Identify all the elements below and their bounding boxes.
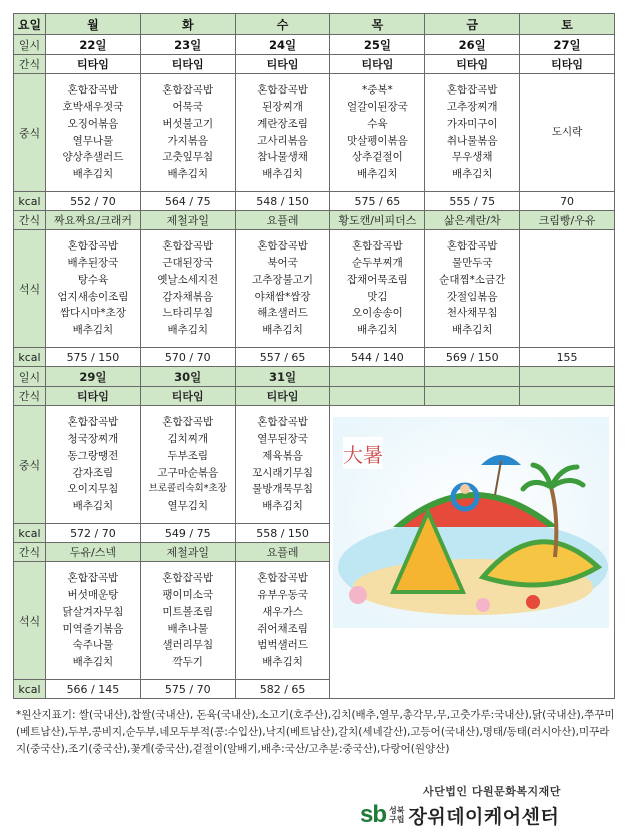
- menu-item: 어묵국: [172, 100, 203, 113]
- menu-item: 혼합잡곡밥: [67, 416, 119, 429]
- menu-item: 호박새우젓국: [62, 100, 124, 113]
- menu-item: 배추김치: [357, 168, 398, 181]
- snack-cell: 제철과일: [140, 543, 235, 562]
- dinner-label: 석식: [14, 230, 46, 348]
- menu-item: 깍두기: [172, 656, 203, 669]
- center-logo: [360, 800, 559, 830]
- illustration-title: 大暑: [343, 443, 383, 467]
- menu-item: 배추김치: [262, 500, 303, 513]
- organization-name: 사단법인 다원문화복지재단: [423, 785, 561, 798]
- kcal-cell: 552 / 70: [46, 192, 141, 211]
- snack-cell: 요플레: [235, 543, 330, 562]
- menu-item: 감자조림: [72, 466, 114, 479]
- menu-item: 탕수육: [77, 273, 109, 286]
- menu-item: 배추김치: [167, 168, 209, 181]
- lunch-cell: [330, 74, 425, 192]
- kcal-cell: 70: [520, 192, 615, 211]
- day-header-row: [14, 14, 615, 35]
- menu-item: 혼합잡곡밥: [257, 84, 308, 97]
- kcal-cell: 549 / 75: [140, 524, 235, 543]
- menu-item: 고추장찌개: [446, 100, 498, 113]
- menu-item: 열무나물: [72, 134, 114, 147]
- kcal-cell: 575 / 150: [46, 348, 141, 367]
- lunch-cell: [140, 74, 235, 192]
- dinner-label: 석식: [14, 562, 46, 680]
- date-cell: 23일: [140, 35, 235, 55]
- day-thu: 목: [330, 14, 425, 35]
- child-figure: [460, 484, 470, 494]
- snack-label: 간식: [14, 543, 46, 562]
- day-wed: 수: [235, 14, 330, 35]
- dinner-cell: [140, 230, 235, 348]
- day-mon: 월: [46, 14, 141, 35]
- date-cell: 26일: [425, 35, 520, 55]
- week2-am-snack-row: [14, 387, 615, 406]
- menu-item: 미트볼조림: [162, 605, 214, 618]
- kcal-label: kcal: [14, 680, 46, 699]
- lunch-cell: [235, 74, 330, 192]
- day-tue: 화: [140, 14, 235, 35]
- week1-pm-snack-row: [14, 211, 615, 230]
- menu-item: 물방개묵무침: [252, 483, 313, 496]
- menu-item: 얼갈이된장국: [346, 100, 408, 113]
- menu-item: 엄지새송이조림: [57, 290, 129, 303]
- menu-item: 근대된장국: [162, 256, 214, 269]
- date-cell: 25일: [330, 35, 425, 55]
- menu-item: 혼합잡곡밥: [162, 416, 214, 429]
- dinner-cell: [46, 562, 141, 680]
- beach-ball: [526, 595, 540, 609]
- snack-label: 간식: [14, 387, 46, 406]
- menu-item: 열무김치: [167, 500, 209, 513]
- kcal-label: kcal: [14, 348, 46, 367]
- menu-item: 새우가스: [262, 605, 303, 618]
- lunch-cell: [46, 406, 141, 524]
- lunch-cell: [235, 406, 330, 524]
- dinner-cell: [425, 230, 520, 348]
- menu-item: 가지볶음: [167, 134, 209, 147]
- menu-item: 배추김치: [357, 324, 398, 337]
- menu-item: 샐러리무침: [162, 639, 214, 652]
- date-cell: 22일: [46, 35, 141, 55]
- menu-item: 참나물생채: [257, 151, 308, 164]
- snack-cell: 티타임: [140, 387, 235, 406]
- menu-item: 쌈다시마*초장: [59, 307, 126, 320]
- menu-item: 배추김치: [72, 168, 114, 181]
- menu-item: 브로콜리숙회*초장: [148, 483, 227, 495]
- menu-item: 배추김치: [262, 324, 303, 337]
- menu-item: 고추장불고기: [252, 273, 313, 286]
- menu-item: 상추겉절이: [352, 151, 403, 164]
- menu-item: 맛살펭이볶음: [346, 134, 408, 147]
- date-label: 일시: [14, 35, 46, 55]
- kcal-label: kcal: [14, 192, 46, 211]
- menu-item: 범벅샐러드: [257, 639, 308, 652]
- week1-am-snack-row: [14, 55, 615, 74]
- week1-dinner-row: [14, 230, 615, 348]
- lunch-cell: [520, 74, 615, 192]
- dinner-cell: [46, 230, 141, 348]
- menu-item: 물만두국: [451, 256, 493, 269]
- week1-lunch-kcal-row: [14, 192, 615, 211]
- dinner-cell: [235, 230, 330, 348]
- dinner-cell: [330, 230, 425, 348]
- menu-item: 혼합잡곡밥: [446, 84, 498, 97]
- menu-item: 두부조림: [167, 449, 209, 462]
- menu-item: 야채쌈*쌈장: [254, 290, 311, 303]
- menu-item: *중복*: [362, 84, 393, 97]
- menu-item: 취나물볶음: [446, 134, 498, 147]
- menu-item: 오이송송이: [352, 307, 403, 320]
- date-cell: 29일: [46, 367, 141, 387]
- week2-date-row: [14, 367, 615, 387]
- menu-item: 배추김치: [262, 168, 303, 181]
- snack-cell: 티타임: [235, 387, 330, 406]
- center-name: 장위데이케어센터: [408, 805, 560, 828]
- menu-item: 배추김치: [451, 168, 493, 181]
- menu-item: 잡채어묵조림: [346, 273, 408, 286]
- menu-item: 계란장조림: [257, 117, 308, 130]
- menu-item: 혼합잡곡밥: [352, 240, 403, 253]
- menu-item: 혼합잡곡밥: [257, 572, 308, 585]
- empty-cell: [330, 367, 425, 387]
- menu-item: 오징어볶음: [67, 117, 119, 130]
- menu-item: 고구마순볶음: [157, 466, 219, 479]
- fruit-ball: [476, 598, 490, 612]
- menu-item: 혼합잡곡밥: [257, 240, 308, 253]
- snack-cell: 티타임: [425, 55, 520, 74]
- menu-item: 혼합잡곡밥: [67, 240, 119, 253]
- menu-item: 혼합잡곡밥: [446, 240, 498, 253]
- menu-item: 수육: [367, 117, 388, 130]
- menu-item: 혼합잡곡밥: [67, 572, 119, 585]
- logo-mark: sb: [360, 801, 387, 828]
- menu-item: 배추김치: [167, 324, 209, 337]
- kcal-label: kcal: [14, 524, 46, 543]
- menu-item: 고사리볶음: [257, 134, 308, 147]
- menu-item: 배추김치: [72, 500, 114, 513]
- week1-dinner-kcal-row: [14, 348, 615, 367]
- header-label: 요일: [14, 14, 46, 35]
- menu-item: 양상추샐러드: [62, 151, 124, 164]
- empty-cell: [330, 387, 425, 406]
- snack-cell: 짜요짜요/크래커: [46, 211, 141, 230]
- snack-cell: 티타임: [46, 387, 141, 406]
- menu-item: 숙주나물: [72, 639, 114, 652]
- empty-cell: [520, 387, 615, 406]
- kcal-cell: 548 / 150: [235, 192, 330, 211]
- menu-item: 버섯불고기: [162, 117, 214, 130]
- menu-item: 순대찜*소금간: [439, 273, 506, 286]
- date-cell: 24일: [235, 35, 330, 55]
- empty-cell: [425, 387, 520, 406]
- snack-cell: 티타임: [520, 55, 615, 74]
- snack-cell: 티타임: [235, 55, 330, 74]
- snack-cell: 티타임: [140, 55, 235, 74]
- empty-cell: [425, 367, 520, 387]
- menu-item: 고춧잎무침: [162, 151, 214, 164]
- menu-item: 쥐어채조림: [257, 622, 308, 635]
- lunch-cell: [140, 406, 235, 524]
- dinner-cell: [235, 562, 330, 680]
- kcal-cell: 582 / 65: [235, 680, 330, 699]
- menu-item: 김치찌개: [167, 432, 209, 445]
- kcal-cell: 569 / 150: [425, 348, 520, 367]
- menu-item: 배추김치: [72, 324, 114, 337]
- fruit-ball: [349, 586, 367, 604]
- menu-item: 청국장찌개: [67, 432, 119, 445]
- kcal-cell: 570 / 70: [140, 348, 235, 367]
- menu-item: 느타리무침: [162, 307, 214, 320]
- menu-item: 버섯매운탕: [67, 588, 119, 601]
- menu-item: 순두부찌개: [352, 256, 403, 269]
- snack-cell: 제철과일: [140, 211, 235, 230]
- menu-item: 가자미구이: [446, 117, 498, 130]
- snack-label: 간식: [14, 211, 46, 230]
- date-label: 일시: [14, 367, 46, 387]
- dinner-cell: [140, 562, 235, 680]
- menu-item: 갓절임볶음: [446, 290, 498, 303]
- menu-item: 열무된장국: [257, 432, 308, 445]
- snack-cell: 요플레: [235, 211, 330, 230]
- snack-cell: 크림빵/우유: [520, 211, 615, 230]
- lunch-label: 중식: [14, 406, 46, 524]
- origin-notes: *원산지표기: 쌀(국내산),찹쌀(국내산), 돈육(국내산),소고기(호주산),김치(배추,열무,총각무,무,고춧가루:국내산),닭(국내산),쭈꾸미(베트남산),두부,콩비지,순두부,네모두부적(콩:수입산),낙지(베트남산),갈치(세네갈산),고등어(국내산),명태/동태(러시아산),미꾸라지(중국산),조기(중국산),꽃게(중국산),겉절이(알배기,배추:국산/고추분:중국산),다랑어(원양산): [16, 709, 615, 755]
- menu-item: 된장찌개: [262, 100, 303, 113]
- menu-item: 혼합잡곡밥: [162, 84, 214, 97]
- menu-item: 미역줄기볶음: [62, 622, 124, 635]
- menu-item: 혼합잡곡밥: [162, 240, 214, 253]
- kcal-cell: 558 / 150: [235, 524, 330, 543]
- date-cell: 31일: [235, 367, 330, 387]
- menu-item: 팽이미소국: [162, 588, 214, 601]
- snack-cell: 두유/스넥: [46, 543, 141, 562]
- week1-lunch-row: [14, 74, 615, 192]
- menu-item: 해초샐러드: [257, 307, 308, 320]
- menu-item: 오이지무침: [67, 483, 119, 496]
- dinner-cell-empty: [520, 230, 615, 348]
- menu-item: 도시락: [551, 126, 583, 139]
- menu-item: 유부우동국: [257, 588, 308, 601]
- menu-item: 꼬시래기무침: [252, 466, 313, 479]
- lunch-cell: [46, 74, 141, 192]
- date-cell: 30일: [140, 367, 235, 387]
- snack-cell: 삶은계란/차: [425, 211, 520, 230]
- day-fri: 금: [425, 14, 520, 35]
- kcal-cell: 555 / 75: [425, 192, 520, 211]
- empty-cell: [520, 367, 615, 387]
- snack-cell: 티타임: [330, 55, 425, 74]
- logo-sub-line2: 구립: [389, 815, 405, 824]
- week1-date-row: [14, 35, 615, 55]
- menu-item: 감자채볶음: [162, 290, 214, 303]
- lunch-cell: [425, 74, 520, 192]
- menu-item: 무우생채: [451, 151, 493, 164]
- menu-item: 배추김치: [72, 656, 114, 669]
- kcal-cell: 155: [520, 348, 615, 367]
- menu-item: 배추김치: [262, 656, 303, 669]
- menu-item: 혼합잡곡밥: [162, 572, 214, 585]
- menu-item: 맛김: [367, 290, 388, 303]
- summer-watermelon-illustration: [333, 417, 609, 628]
- logo-sub: [389, 806, 404, 824]
- menu-item: 혼합잡곡밥: [67, 84, 119, 97]
- kcal-cell: 564 / 75: [140, 192, 235, 211]
- logo-sub-line1: 성북: [389, 806, 405, 815]
- snack-cell: 티타임: [46, 55, 141, 74]
- lunch-label: 중식: [14, 74, 46, 192]
- date-cell: 27일: [520, 35, 615, 55]
- kcal-cell: 572 / 70: [46, 524, 141, 543]
- kcal-cell: 544 / 140: [330, 348, 425, 367]
- kcal-cell: 566 / 145: [46, 680, 141, 699]
- kcal-cell: 575 / 70: [140, 680, 235, 699]
- menu-item: 혼합잡곡밥: [257, 416, 308, 429]
- menu-item: 동그랑땡전: [67, 449, 119, 462]
- day-sat: 토: [520, 14, 615, 35]
- menu-item: 천사채무침: [446, 307, 498, 320]
- menu-item: 배추나물: [167, 622, 209, 635]
- menu-item: 배추김치: [451, 324, 493, 337]
- snack-label: 간식: [14, 55, 46, 74]
- kcal-cell: 575 / 65: [330, 192, 425, 211]
- kcal-cell: 557 / 65: [235, 348, 330, 367]
- menu-item: 옛날소세지전: [157, 273, 219, 286]
- menu-item: 배추된장국: [67, 256, 119, 269]
- menu-item: 북어국: [267, 256, 298, 269]
- snack-cell: 황도캔/비피더스: [330, 211, 425, 230]
- menu-item: 제육볶음: [262, 449, 303, 462]
- menu-item: 닭살겨자무침: [62, 605, 124, 618]
